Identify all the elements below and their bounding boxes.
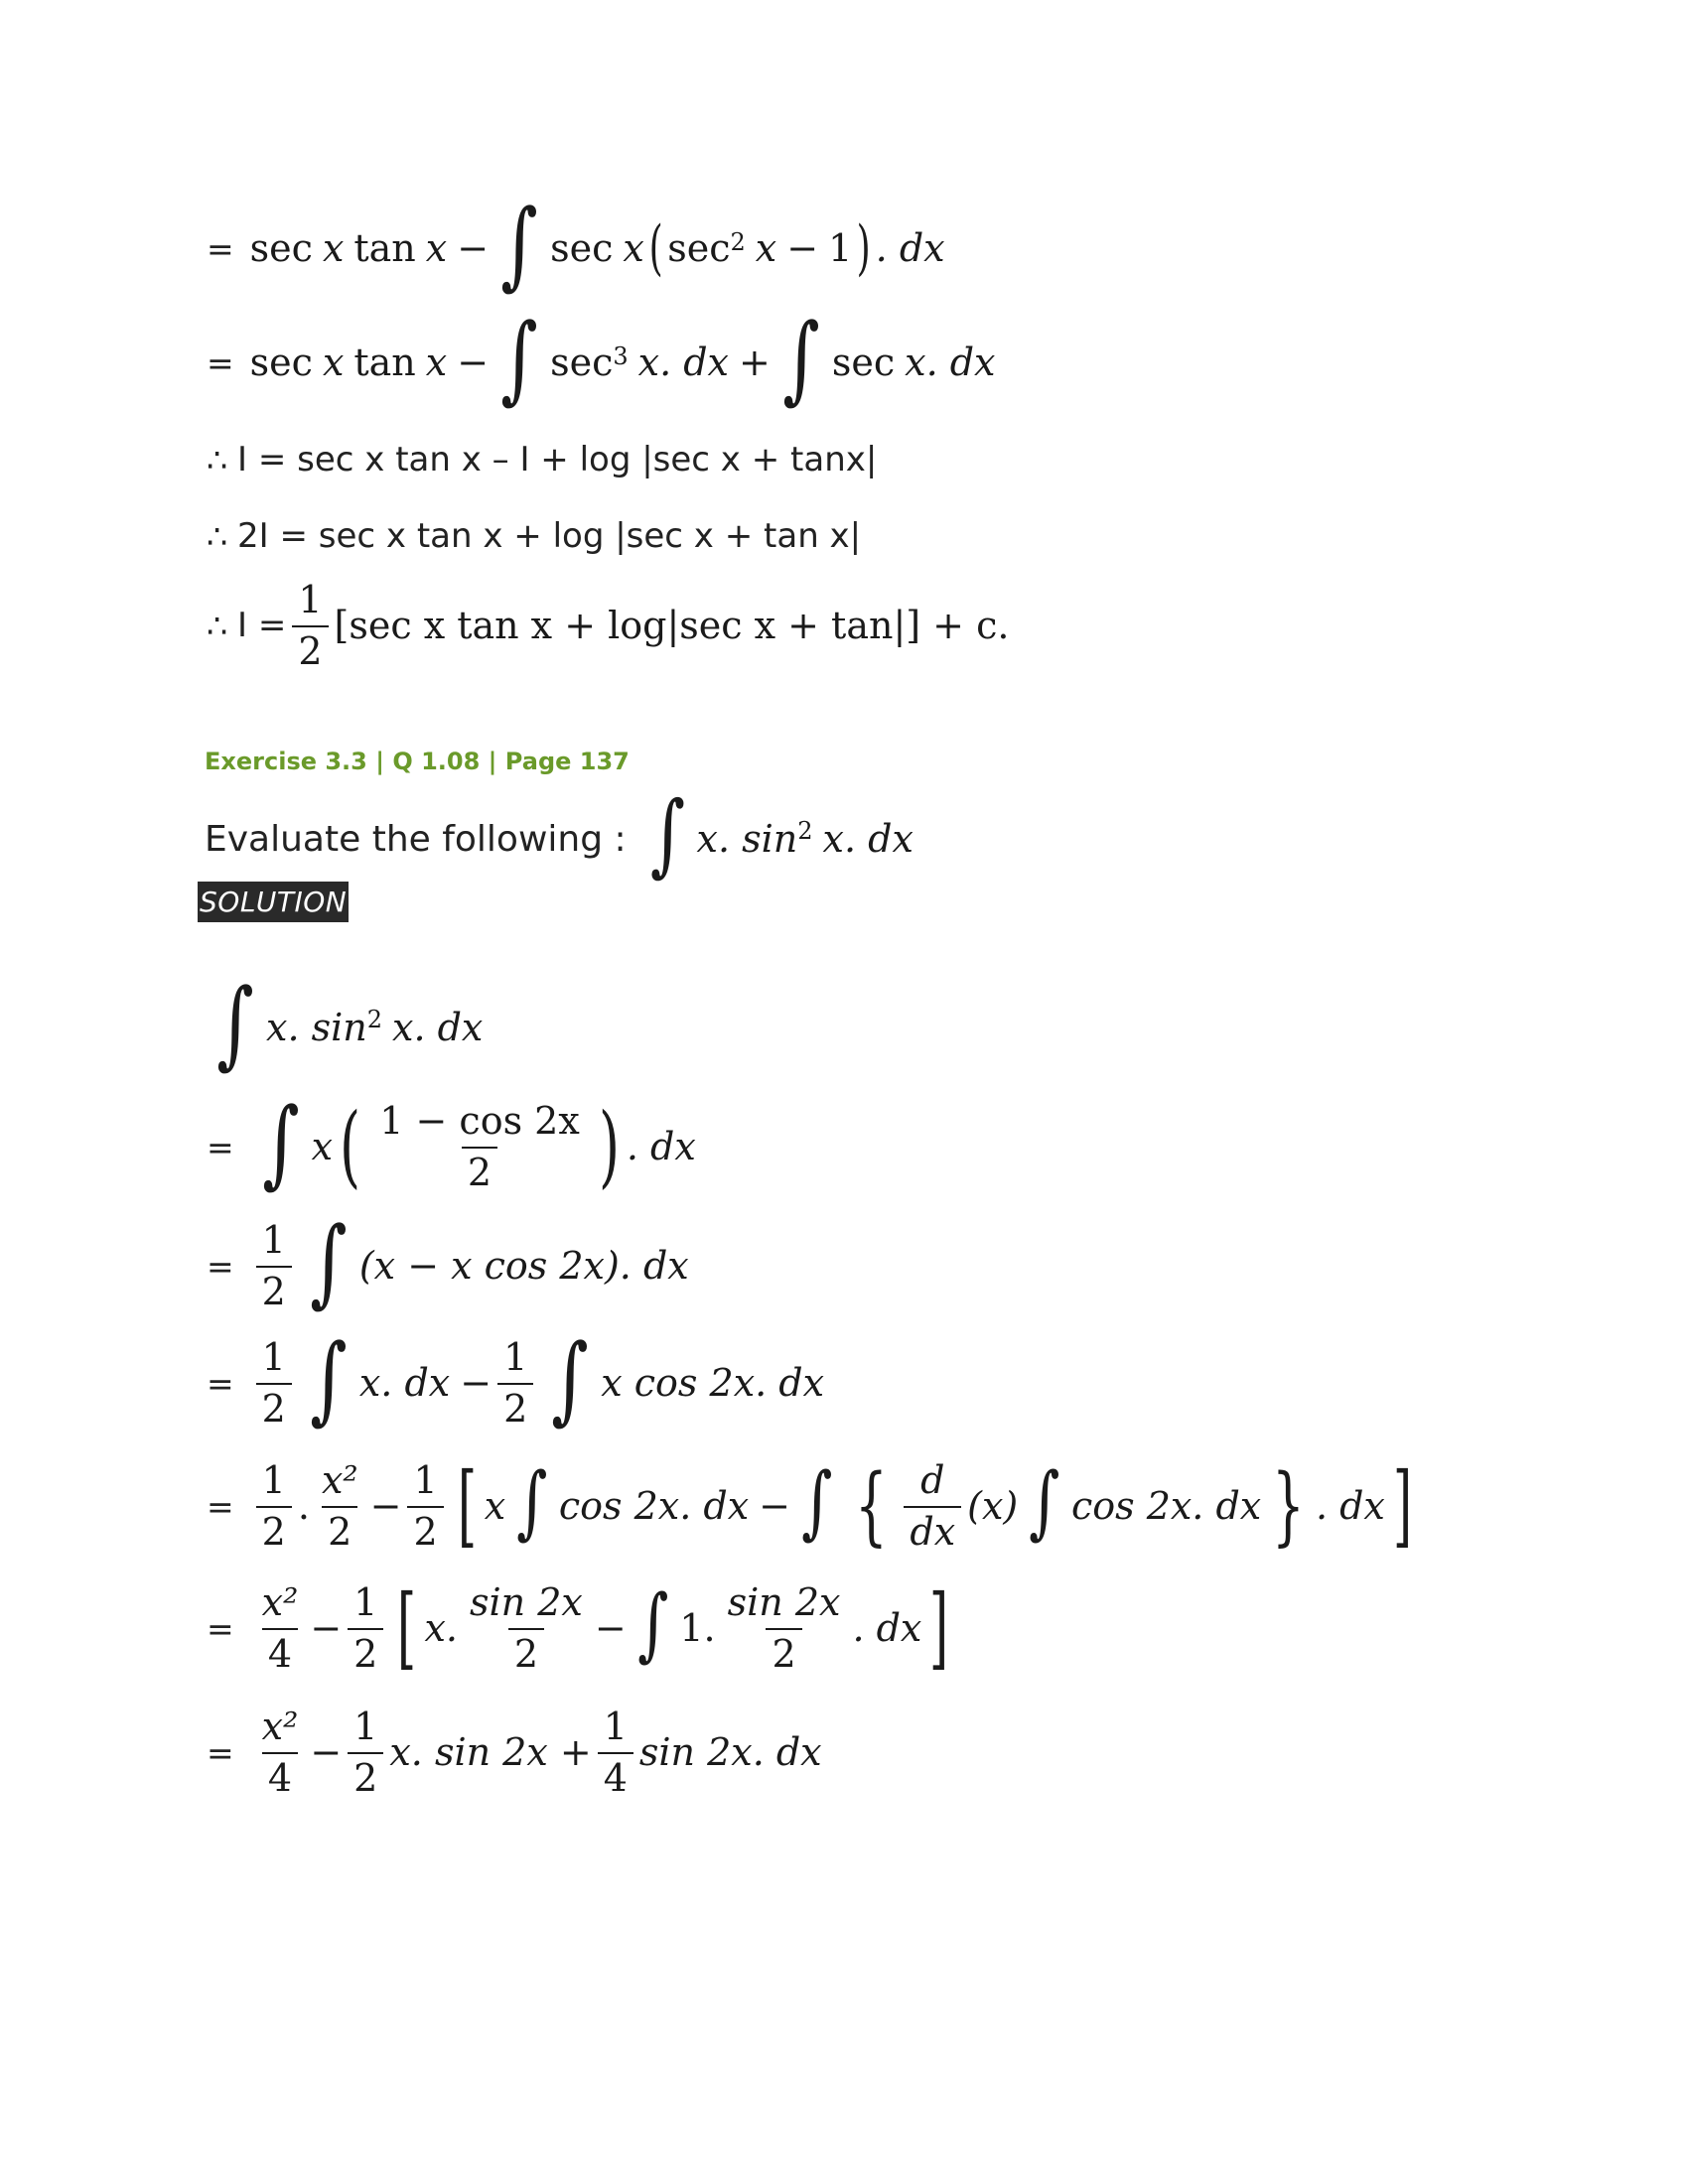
denominator: 2 — [508, 1628, 544, 1676]
term: sec — [831, 341, 896, 384]
denominator: dx — [904, 1506, 961, 1554]
question-expr: x. sin — [696, 817, 798, 861]
solution-line-6 — [207, 1573, 957, 1683]
step-text: I = sec x tan x – I + log |sec x + tanx| — [237, 440, 878, 479]
solution-line-5 — [207, 1451, 1420, 1561]
term: sec — [550, 226, 614, 270]
step-body: [sec x tan x + log|sec x + tan|] + c. — [334, 604, 1010, 647]
equals-sign: = — [207, 1486, 234, 1526]
numerator: 1 — [261, 1218, 286, 1262]
term: . dx — [875, 226, 945, 270]
fraction — [464, 1580, 589, 1676]
left-paren: ( — [648, 213, 663, 283]
fraction — [256, 1580, 305, 1676]
fraction — [598, 1705, 633, 1800]
denominator: 4 — [262, 1628, 298, 1676]
term: x. dx — [637, 341, 729, 384]
denominator: 2 — [322, 1506, 357, 1554]
fraction — [256, 1335, 292, 1431]
fraction — [373, 1099, 586, 1194]
step-line-2 — [207, 303, 996, 414]
fraction — [497, 1335, 533, 1431]
solution-line-1 — [205, 968, 484, 1079]
term: . dx — [852, 1606, 922, 1650]
denominator: 2 — [462, 1147, 497, 1194]
operator: − — [310, 1730, 343, 1774]
integral-sign: ∫ — [782, 303, 820, 414]
exponent: 2 — [730, 228, 746, 256]
step-line-5 — [207, 578, 1010, 673]
term: . dx — [1315, 1484, 1385, 1528]
integral-sign: ∫ — [500, 189, 538, 300]
numerator: 1 — [413, 1458, 438, 1502]
therefore-symbol: ∴ — [207, 516, 227, 556]
equals-sign: = — [207, 342, 234, 382]
equals-sign: = — [207, 1732, 234, 1772]
operator: − — [369, 1484, 402, 1528]
fraction — [407, 1458, 443, 1554]
right-bracket: ] — [929, 1575, 949, 1680]
exercise-reference: Exercise 3.3 | Q 1.08 | Page 137 — [205, 748, 630, 775]
integral-sign: ∫ — [516, 1455, 548, 1548]
numerator: sin 2x — [470, 1580, 583, 1624]
term: sec — [667, 226, 731, 270]
term: x — [425, 226, 448, 270]
solution-label: SOLUTION — [198, 882, 349, 922]
integral-sign: ∫ — [310, 1206, 348, 1317]
numerator: x² — [261, 1580, 299, 1624]
equals-sign: = — [207, 1363, 234, 1403]
denominator: 2 — [407, 1506, 443, 1554]
integral-sign: ∫ — [216, 968, 254, 1079]
exponent: 2 — [797, 817, 813, 845]
fraction — [722, 1580, 847, 1676]
therefore-symbol: ∴ — [207, 606, 227, 645]
term: x. dx — [905, 341, 996, 384]
numerator: 1 — [503, 1335, 528, 1379]
left-bracket: [ — [397, 1575, 417, 1680]
numerator: 1 — [603, 1705, 628, 1748]
integral-sign: ∫ — [551, 1323, 590, 1434]
denominator: 2 — [256, 1383, 292, 1431]
left-paren: ( — [340, 1094, 361, 1198]
numerator: x² — [261, 1705, 299, 1748]
term: x. sin 2x + — [389, 1730, 592, 1774]
solution-line-3 — [207, 1206, 689, 1317]
term: 1 — [828, 226, 853, 270]
fraction — [256, 1218, 292, 1313]
question-text: Evaluate the following : — [205, 818, 627, 860]
numerator: 1 — [353, 1705, 378, 1748]
term: x — [322, 341, 345, 384]
term: x — [311, 1125, 334, 1168]
right-paren: ) — [856, 213, 871, 283]
denominator: 2 — [348, 1628, 383, 1676]
denominator: 2 — [348, 1752, 383, 1800]
integral-sign: ∫ — [261, 1087, 300, 1198]
denominator: 4 — [262, 1752, 298, 1800]
fraction — [292, 578, 328, 673]
numerator: d — [920, 1458, 945, 1502]
right-brace: } — [1272, 1456, 1305, 1556]
operator: − — [460, 1361, 492, 1405]
denominator: 2 — [256, 1506, 292, 1554]
operator: − — [310, 1606, 343, 1650]
operator: − — [786, 226, 819, 270]
denominator: 2 — [292, 625, 328, 673]
integral-sign: ∫ — [310, 1323, 348, 1434]
fraction — [348, 1580, 383, 1676]
term: sec — [249, 226, 313, 270]
therefore-symbol: ∴ — [207, 440, 227, 479]
term: x. sin — [266, 1006, 367, 1049]
term: x. — [424, 1606, 458, 1650]
term: (x) — [967, 1484, 1019, 1528]
equals-sign: = — [207, 228, 234, 268]
integral-sign: ∫ — [649, 782, 685, 887]
term: x cos 2x. dx — [601, 1361, 825, 1405]
solution-line-4 — [207, 1323, 825, 1434]
term: x — [425, 341, 448, 384]
numerator: 1 − cos 2x — [379, 1099, 580, 1143]
term: tan — [353, 226, 416, 270]
numerator: 1 — [261, 1335, 286, 1379]
integral-sign: ∫ — [500, 303, 538, 414]
integral-sign: ∫ — [1029, 1455, 1060, 1548]
denominator: 2 — [766, 1628, 801, 1676]
term: x — [623, 226, 644, 270]
step-line-1 — [207, 189, 945, 300]
term: sin 2x. dx — [638, 1730, 822, 1774]
exponent: 2 — [366, 1006, 383, 1033]
fraction — [256, 1458, 292, 1554]
term: x. dx — [358, 1361, 451, 1405]
numerator: x² — [321, 1458, 358, 1502]
term: sec — [249, 341, 313, 384]
term: x — [755, 226, 777, 270]
step-lhs: I = — [237, 606, 287, 645]
fraction — [256, 1705, 305, 1800]
right-paren: ) — [598, 1094, 620, 1198]
equals-sign: = — [207, 1608, 234, 1648]
solution-line-7 — [207, 1698, 822, 1807]
term: x — [484, 1484, 506, 1528]
term: cos 2x. dx — [1070, 1484, 1262, 1528]
equals-sign: = — [207, 1127, 234, 1166]
operator: . — [297, 1484, 310, 1528]
numerator: 1 — [353, 1580, 378, 1624]
fraction — [316, 1458, 364, 1554]
integral-sign: ∫ — [801, 1455, 833, 1548]
term: sec — [550, 341, 614, 384]
fraction — [904, 1458, 961, 1554]
operator: − — [457, 226, 490, 270]
equals-sign: = — [207, 1246, 234, 1286]
numerator: 1 — [298, 578, 323, 621]
denominator: 2 — [256, 1266, 292, 1313]
step-line-3 — [207, 435, 877, 484]
denominator: 2 — [497, 1383, 533, 1431]
question-expr: x. dx — [822, 817, 914, 861]
operator: − — [759, 1484, 790, 1528]
term: (x − x cos 2x). dx — [358, 1244, 689, 1288]
operator: − — [457, 341, 490, 384]
exponent: 3 — [613, 342, 629, 370]
term: x. dx — [392, 1006, 484, 1049]
left-brace: { — [854, 1456, 888, 1556]
integral-sign: ∫ — [636, 1577, 669, 1670]
numerator: 1 — [261, 1458, 286, 1502]
term: cos 2x. dx — [558, 1484, 750, 1528]
fraction — [348, 1705, 383, 1800]
numerator: sin 2x — [727, 1580, 841, 1624]
question — [205, 782, 914, 887]
operator: + — [739, 341, 771, 384]
term: x — [322, 226, 345, 270]
solution-line-2 — [207, 1087, 696, 1201]
denominator: 4 — [598, 1752, 633, 1800]
term: . dx — [626, 1125, 696, 1168]
term: 1. — [679, 1606, 716, 1650]
step-text: 2I = sec x tan x + log |sec x + tan x| — [237, 516, 862, 556]
operator: − — [594, 1606, 627, 1650]
term: tan — [353, 341, 416, 384]
step-line-4 — [207, 511, 861, 561]
left-bracket: [ — [457, 1453, 477, 1558]
right-bracket: ] — [1392, 1453, 1413, 1558]
